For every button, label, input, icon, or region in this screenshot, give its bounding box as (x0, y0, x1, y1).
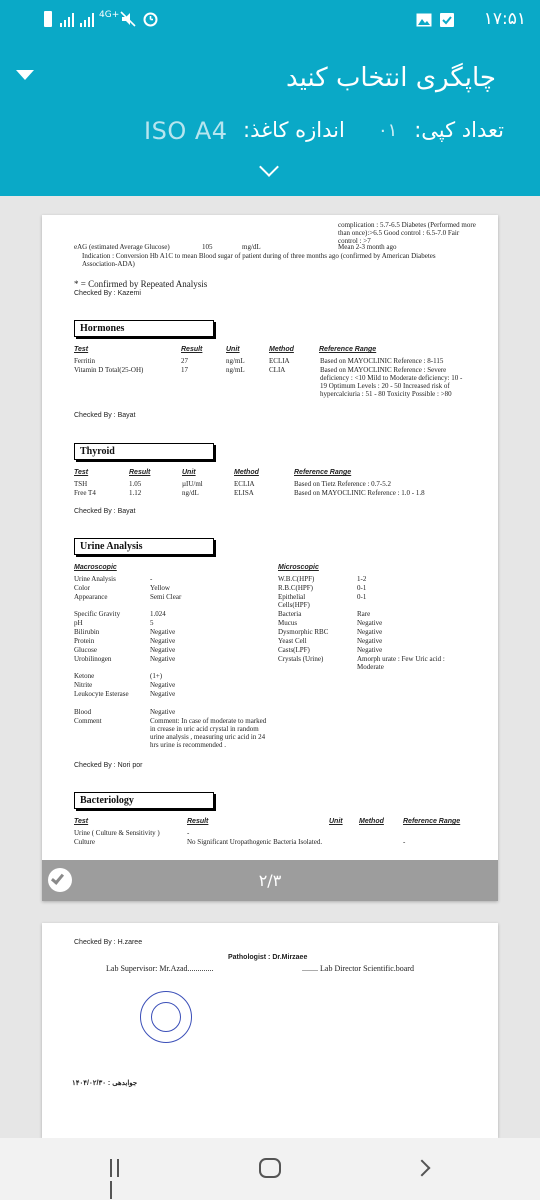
table-row-method: ECLIA (269, 357, 290, 365)
list-item-name: Appearance (74, 593, 108, 601)
list-item-value: Negative (150, 628, 176, 636)
table-row-ref: Based on MAYOCLINIC Reference : 8-115 (320, 357, 444, 365)
table-row-result: 1.12 (129, 489, 142, 497)
list-item-name: Mucus (278, 619, 298, 627)
list-item-name: Yeast Cell (278, 637, 307, 645)
th-reference: Reference Range (403, 818, 461, 825)
table-row-unit: ng/dL (182, 489, 199, 497)
mute-icon (120, 11, 136, 27)
list-item-value: Rare (357, 610, 371, 618)
list-item-value: - (150, 575, 153, 583)
checked-by-kazemi: Checked By : Kazemi (74, 290, 141, 297)
list-item-value: 0-1 (357, 593, 367, 601)
th-test: Test (74, 818, 89, 825)
list-item-value: Negative (150, 655, 176, 663)
checked-by-bayat-2: Checked By : Bayat (74, 508, 136, 515)
table-row-ref: Based on MAYOCLINIC Reference : Severe deficiency : <10 Mild to Moderate deficiency: 10 - 19 Optimum Levels : 20 - 50 Increased risk of hypercalciuria : 51 - 80 Toxicity Possible : >80 (320, 366, 463, 398)
table-row-unit: ng/mL (226, 366, 245, 374)
printer-select-title[interactable]: چاپگری انتخاب کنید (285, 63, 496, 93)
confirmed-note: * = Confirmed by Repeated Analysis (74, 279, 208, 289)
paper-size-label: اندازه کاغذ: (243, 118, 345, 142)
copies-label: تعداد کپی: (414, 118, 504, 142)
table-row-test: Ferritin (74, 357, 95, 365)
th-method: Method (359, 818, 384, 825)
eag-name: eAG (estimated Average Glucose) (74, 243, 170, 251)
table-row-ref: Based on Tietz Reference : 0.7-5.2 (294, 480, 392, 488)
list-item-value: Negative (357, 637, 383, 645)
th-result: Result (187, 818, 209, 825)
lab-seal-stamp (140, 991, 192, 1043)
list-item-name: Epithelial Cells(HPF) (278, 593, 310, 609)
comment-text: Comment: In case of moderate to marked in crease in uric acid crystal in random urine analysis , measuring uric acid in 24 hrs urine is recommended . (150, 717, 267, 749)
clock: ۱۷:۵۱ (483, 9, 526, 29)
checkbox-notification-icon (440, 12, 454, 26)
page-number: ۲/۳ (258, 871, 282, 890)
list-item-value: Yellow (150, 584, 170, 592)
table-row-method: ECLIA (234, 480, 255, 488)
th-test: Test (74, 469, 89, 476)
th-method: Method (234, 469, 259, 476)
macroscopic-header: Macroscopic (74, 564, 117, 571)
table-row-test: Free T4 (74, 489, 96, 497)
image-notification-icon (416, 12, 432, 26)
list-item-name: pH (74, 619, 83, 627)
th-unit: Unit (182, 469, 196, 476)
table-row-ref: - (403, 838, 406, 846)
microscopic-header: Microscopic (278, 564, 319, 571)
th-result: Result (181, 346, 203, 353)
list-item-name: Comment (74, 717, 102, 725)
battery-icon (44, 11, 52, 27)
page-preview-3[interactable] (42, 923, 498, 1138)
th-unit: Unit (226, 346, 240, 353)
table-row-test: TSH (74, 480, 88, 488)
signal-icon-2 (80, 12, 94, 26)
list-item-value: Negative (150, 646, 176, 654)
thyroid-title: Thyroid (74, 443, 214, 460)
home-icon[interactable] (259, 1158, 281, 1178)
table-row-test: Urine ( Culture & Sensitivity ) (74, 829, 160, 837)
recents-icon[interactable] (110, 1159, 130, 1177)
table-row-ref: Based on MAYOCLINIC Reference : 1.0 - 1.8 (294, 489, 425, 497)
list-item-value: 5 (150, 619, 154, 627)
lab-director: ........ Lab Director Scientific.board (302, 964, 414, 973)
reply-date: جوابدهی : ۱۴۰۴/۰۲/۳۰ (72, 1080, 138, 1087)
checked-by-hzaree: Checked By : H.zaree (74, 939, 143, 946)
table-row-test: Culture (74, 838, 95, 846)
list-item-value: 1-2 (357, 575, 367, 583)
list-item-value: Negative (357, 646, 383, 654)
list-item-value: Negative (357, 628, 383, 636)
lab-supervisor: Lab Supervisor: Mr.Azad............. (106, 964, 214, 973)
list-item-value: 1.024 (150, 610, 166, 618)
list-item-name: Urobilinogen (74, 655, 112, 663)
list-item-name: Dysmorphic RBC (278, 628, 329, 636)
list-item-name: Crystals (Urine) (278, 655, 324, 663)
table-row-result: - (187, 829, 190, 837)
eag-ref: Mean 2-3 month ago (338, 243, 397, 251)
bacteriology-title: Bacteriology (74, 792, 214, 809)
table-row-result: 27 (181, 357, 188, 365)
page-select-bar[interactable] (42, 860, 498, 901)
list-item-name: Blood (74, 708, 92, 716)
th-test: Test (74, 346, 89, 353)
list-item-name: Glucose (74, 646, 97, 654)
expand-options-icon[interactable] (259, 157, 279, 177)
th-reference: Reference Range (294, 469, 352, 476)
list-item-value: Negative (150, 708, 176, 716)
th-unit: Unit (329, 818, 343, 825)
table-row-method: CLIA (269, 366, 286, 374)
table-row-test: Vitamin D Total(25-OH) (74, 366, 144, 374)
list-item-name: Leukocyte Esterase (74, 690, 129, 698)
list-item-name: R.B.C(HPF) (278, 584, 314, 592)
list-item-name: Nitrite (74, 681, 93, 689)
table-row-result: No Significant Uropathogenic Bacteria Isolated. (187, 838, 323, 846)
list-item-value: Negative (357, 619, 383, 627)
urine-analysis-title: Urine Analysis (74, 538, 214, 555)
hormones-title: Hormones (74, 320, 214, 337)
pathologist: Pathologist : Dr.Mirzaee (228, 954, 308, 961)
list-item-value: Negative (150, 681, 176, 689)
list-item-name: Bacteria (278, 610, 302, 618)
print-options-header (0, 40, 540, 196)
navigation-bar (0, 1138, 540, 1200)
table-row-method: ELISA (234, 489, 254, 497)
list-item-name: Bilirubin (74, 628, 100, 636)
list-item-value: Negative (150, 637, 176, 645)
list-item-name: Specific Gravity (74, 610, 121, 618)
signal-icon (60, 12, 74, 26)
status-bar (0, 0, 540, 40)
list-item-name: Ketone (74, 672, 95, 680)
back-icon[interactable] (414, 1160, 431, 1177)
list-item-value: Amorph urate : Few Uric acid : Moderate (357, 655, 445, 671)
th-method: Method (269, 346, 294, 353)
printer-dropdown-icon[interactable] (16, 70, 34, 80)
table-row-result: 17 (181, 366, 188, 374)
list-item-name: Color (74, 584, 90, 592)
eag-value: 105 (202, 243, 213, 251)
list-item-name: W.B.C(HPF) (278, 575, 315, 583)
table-row-unit: ng/mL (226, 357, 245, 365)
copies-value[interactable]: ۰۱ (378, 120, 398, 141)
network-type: 4G+ (99, 10, 120, 20)
eag-unit: mg/dL (242, 243, 261, 251)
indication-text: Indication : Conversion Hb A1C to mean Blood sugar of patient during of three months ago (confirmed by American Diabetes Association-ADA) (82, 252, 436, 268)
paper-size-value[interactable]: ISO A4 (144, 117, 228, 145)
list-item-value: 0-1 (357, 584, 367, 592)
checked-by-noripor: Checked By : Nori por (74, 762, 143, 769)
stamp-inner-ring (151, 1002, 181, 1032)
table-row-result: 1.05 (129, 480, 142, 488)
page-preview-2[interactable] (42, 215, 498, 901)
list-item-name: Protein (74, 637, 95, 645)
list-item-value: Semi Clear (150, 593, 182, 601)
list-item-value: Negative (150, 690, 176, 698)
th-reference: Reference Range (319, 346, 377, 353)
complication-text: complication : 5.7-6.5 Diabetes (Performed more than once):>6.5 Good control : 6.5-7.0 Fair control : >7 (338, 221, 476, 245)
list-item-value: (1+) (150, 672, 163, 680)
th-result: Result (129, 469, 151, 476)
alarm-icon (142, 10, 159, 27)
list-item-name: Casts(LPF) (278, 646, 310, 654)
checked-by-bayat: Checked By : Bayat (74, 412, 136, 419)
table-row-unit: µIU/ml (182, 480, 203, 488)
list-item-name: Urine Analysis (74, 575, 116, 583)
